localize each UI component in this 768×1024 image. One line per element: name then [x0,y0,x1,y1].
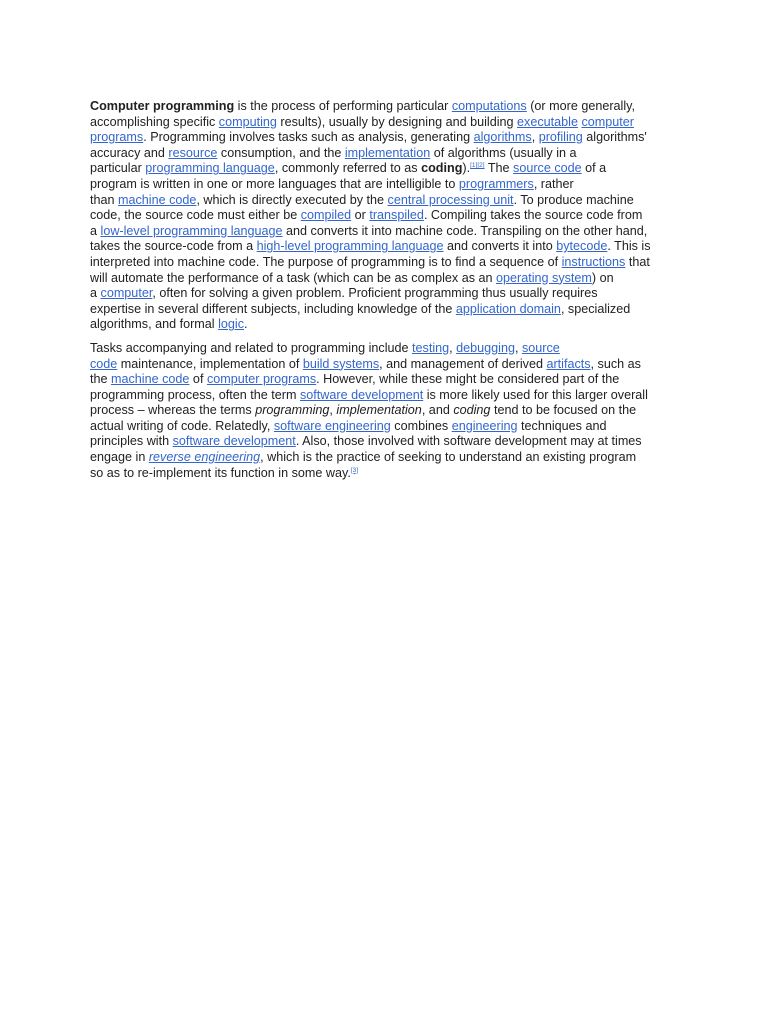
text-run: ) on [591,270,614,285]
text-run: , often for solving a given problem. Proficient programming thus usually requires [152,286,598,301]
wiki-link[interactable]: central processing unit [387,192,514,207]
text-line [90,434,682,450]
text-run: interpreted into machine code. The purpose of programming is to find a sequence of [90,254,562,269]
text-run: accomplishing specific [90,114,219,129]
text-run: that [625,254,650,269]
wiki-link[interactable]: computations [451,99,527,113]
document-page [90,99,682,481]
paragraph [90,341,682,481]
wiki-link[interactable]: debugging [456,340,515,355]
text-line [90,450,682,466]
wiki-link[interactable]: programming language [145,161,275,176]
text-run: , rather [533,176,574,191]
wiki-link[interactable]: instructions [561,254,626,269]
text-run: , such as [590,356,641,371]
text-run: tend to be focused on the [490,403,637,418]
text-run: so as to re-implement its function in some way. [90,465,351,480]
wiki-link[interactable]: testing [412,340,450,355]
wiki-link[interactable]: low-level programming language [100,223,283,238]
bold-term: Computer programming [90,99,235,113]
text-run: takes the source-code from a [90,239,257,254]
wiki-link[interactable]: reverse engineering [148,450,261,465]
text-run: a [90,223,101,238]
text-line [90,302,682,318]
text-run: of a [581,161,607,176]
wiki-link[interactable]: transpiled [369,208,424,223]
wiki-link[interactable]: executable [517,114,578,129]
text-line [90,271,682,287]
text-run: is the process of performing particular [234,99,452,113]
text-line [90,419,682,435]
text-run: . To produce machine [513,192,634,207]
wiki-link[interactable]: programs [90,130,144,145]
text-run: , and management of derived [379,356,547,371]
wiki-link[interactable]: bytecode [556,239,608,254]
text-run: , [329,403,337,418]
text-run: , [514,340,522,355]
text-run: process – whereas the terms [90,403,256,418]
text-run: of algorithms (usually in a [430,145,577,160]
wiki-link[interactable]: computer programs [206,372,317,387]
text-run: , which is directly executed by the [196,192,388,207]
text-run: Tasks accompanying and related to programming include [90,340,413,355]
text-run: , [449,340,457,355]
text-run: ). [462,161,471,176]
text-line [90,193,682,209]
text-run: code, the source code must either be [90,208,301,223]
text-run: program is written in one or more languages that are intelligible to [90,176,459,191]
wiki-link[interactable]: software development [172,434,296,449]
wiki-link[interactable]: source code [513,161,582,176]
paragraph [90,99,682,333]
wiki-link[interactable]: implementation [344,145,431,160]
text-line [90,317,682,333]
text-line [90,208,682,224]
text-line [90,115,682,131]
text-run: of [189,372,207,387]
text-run: programming process, often the term [90,387,300,402]
text-line [90,146,682,162]
text-run: (or more generally, [526,99,635,113]
text-run: principles with [90,434,173,449]
text-run: is more likely used for this larger overall [423,387,648,402]
wiki-link[interactable]: machine code [118,192,197,207]
text-run: algorithms, and formal [90,317,219,332]
text-line [90,372,682,388]
wiki-link[interactable]: computing [218,114,277,129]
italic-term: coding [453,403,491,418]
text-line [90,224,682,240]
wiki-link[interactable]: computer [100,286,153,301]
citation-link[interactable]: [3] [350,466,359,474]
text-run: and converts it into [443,239,557,254]
text-run: . [244,317,248,332]
text-run: a [90,286,101,301]
text-line [90,130,682,146]
wiki-link[interactable]: code [90,356,118,371]
wiki-link[interactable]: machine code [111,372,190,387]
text-run: maintenance, implementation of [117,356,303,371]
text-run: the [90,372,112,387]
text-run: actual writing of code. Relatedly, [90,418,274,433]
text-run: , specialized [560,301,631,316]
wiki-link[interactable]: resource [168,145,218,160]
text-run: . This is [607,239,651,254]
text-run: combines [390,418,452,433]
text-run: expertise in several different subjects, including knowledge of the [90,301,456,316]
text-line [90,255,682,271]
text-run: . Compiling takes the source code from [423,208,643,223]
wiki-link[interactable]: artifacts [546,356,591,371]
wiki-link[interactable]: profiling [538,130,583,145]
italic-term: implementation [336,403,422,418]
text-line [90,403,682,419]
text-run: will automate the performance of a task (which can be as complex as an [90,270,497,285]
wiki-link[interactable]: application domain [455,301,561,316]
text-line [90,286,682,302]
text-run: and converts it into machine code. Transpiling on the other hand, [282,223,648,238]
text-run: engage in [90,450,149,465]
wiki-link[interactable]: compiled [300,208,352,223]
wiki-link[interactable]: high-level programming language [256,239,444,254]
wiki-link[interactable]: computer [581,114,634,129]
text-line [90,99,682,115]
text-line [90,341,682,357]
wiki-link[interactable]: operating system [496,270,592,285]
wiki-link[interactable]: source [521,340,560,355]
text-run: , [531,130,539,145]
text-run: The [484,161,514,176]
text-line [90,177,682,193]
wiki-link[interactable]: software engineering [273,418,391,433]
text-run: particular [90,161,146,176]
text-run: . Programming involves tasks such as analysis, generating [143,130,474,145]
text-run: consumption, and the [217,145,345,160]
text-run: than [90,192,119,207]
text-run: or [351,208,370,223]
text-line [90,357,682,373]
text-run: . However, while these might be considered part of the [316,372,620,387]
text-run: , which is the practice of seeking to understand an existing program [260,450,637,465]
text-run: results), usually by designing and building [276,114,518,129]
wiki-link[interactable]: build systems [302,356,380,371]
text-run: , and [421,403,454,418]
wiki-link[interactable]: software development [300,387,424,402]
text-line [90,388,682,404]
italic-term: programming [255,403,330,418]
wiki-link[interactable]: logic [218,317,244,332]
text-run: , commonly referred to as [274,161,422,176]
text-line [90,239,682,255]
wiki-link[interactable]: programmers [458,176,534,191]
text-line [90,161,682,177]
bold-term: coding [421,161,463,176]
text-run: algorithms' [582,130,647,145]
text-run: . Also, those involved with software development may at times [295,434,642,449]
text-run: accuracy and [90,145,169,160]
wiki-link[interactable]: engineering [451,418,518,433]
wiki-link[interactable]: algorithms [473,130,532,145]
text-line [90,466,682,482]
citation-link[interactable]: [1][2] [470,162,485,170]
text-run: techniques and [517,418,607,433]
